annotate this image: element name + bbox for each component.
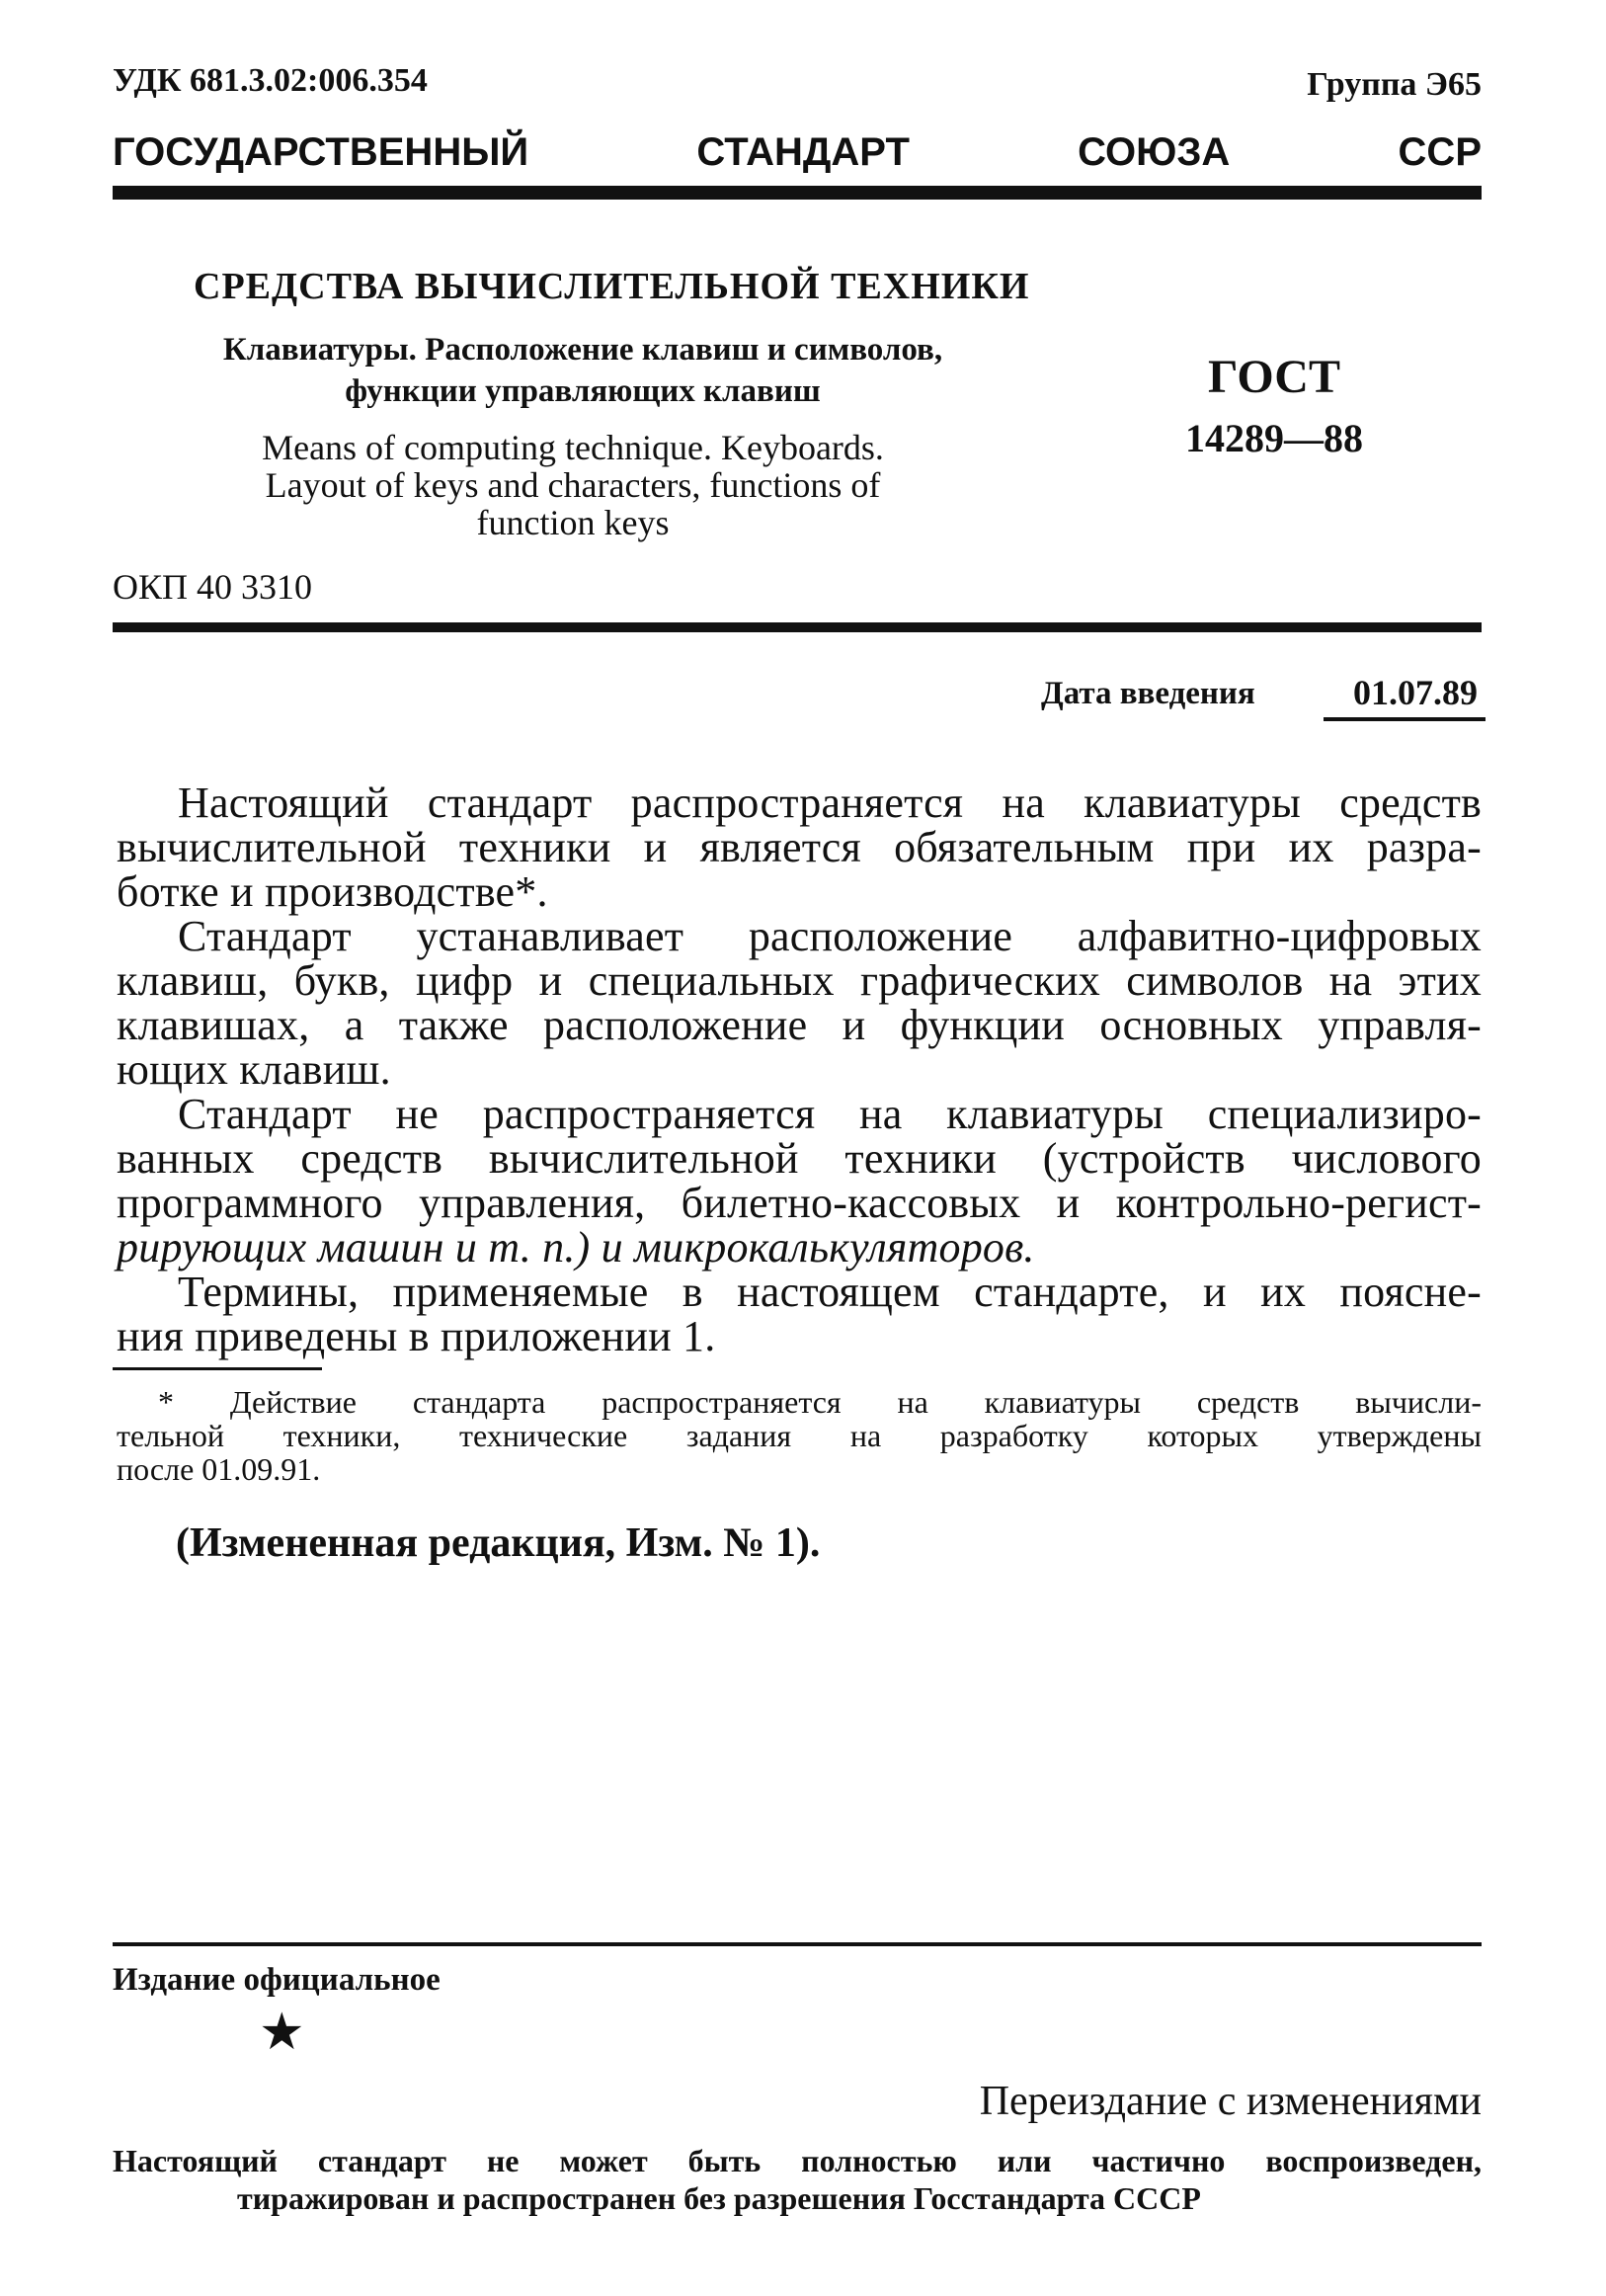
title-en-line3: function keys (476, 503, 670, 542)
title-en-line2: Layout of keys and characters, functions of (265, 465, 881, 505)
copyright-notice-line2: тиражирован и распространен без разрешения Госстандарта СССР (237, 2180, 1201, 2216)
paragraph-line: Стандарт не распространяется на клавиатуры специализиро- (178, 1090, 1482, 1138)
paragraph-line: ботке и производстве*. (117, 867, 548, 916)
paragraph-line: клавишах, а также расположение и функции основных управля- (117, 1001, 1482, 1049)
title-en-line1: Means of computing technique. Keyboards. (262, 428, 884, 467)
bottom-rule (113, 1942, 1482, 1946)
footnote-line: тельной техники, технические задания на разработку которых утверждены (117, 1418, 1482, 1453)
paragraph-line: вычислительной техники и является обязательным при их разра- (117, 823, 1482, 871)
state-standard-heading: ГОСУДАРСТВЕННЫЙ СТАНДАРТ СОЮЗА ССР (113, 130, 1482, 174)
paragraph-scope (117, 780, 1482, 914)
paragraph-line: Настоящий стандарт распространяется на клавиатуры средств (178, 779, 1482, 827)
footnote-separator (113, 1367, 322, 1370)
intro-date-value: 01.07.89 (1353, 673, 1478, 712)
paragraph-line: ния приведены в приложении 1. (117, 1312, 716, 1360)
okp-code: ОКП 40 3310 (113, 567, 313, 607)
title-thick-rule (113, 622, 1482, 632)
copyright-notice-line1: Настоящий стандарт не может быть полностью или частично воспроизведен, (113, 2143, 1482, 2178)
revision-note: (Измененная редакция, Изм. № 1). (176, 1520, 821, 1566)
paragraph-terms (117, 1270, 1482, 1358)
paragraph-line: клавиш, букв, цифр и специальных графических символов на этих (117, 956, 1482, 1005)
paragraph-line: Термины, применяемые в настоящем стандарте, и их поясне- (178, 1268, 1482, 1316)
paragraph-line: ющих клавиш. (117, 1045, 391, 1094)
intro-date-label: Дата введения (1041, 676, 1255, 711)
paragraph-line: ванных средств вычислительной техники (устройств числового (117, 1134, 1482, 1183)
udk-code: УДК 681.3.02:006.354 (113, 62, 428, 99)
reissue-note: Переиздание с изменениями (979, 2079, 1482, 2124)
footnote-line: после 01.09.91. (117, 1451, 321, 1487)
paragraph-establishes (117, 914, 1482, 1092)
paragraph-exclusions (117, 1092, 1482, 1270)
paragraph-line: Стандарт устанавливает расположение алфавитно-цифровых (178, 912, 1482, 960)
paragraph-line: рирующих машин и т. п.) и микрокалькуляторов. (117, 1223, 1035, 1271)
official-edition: Издание официальное (113, 1962, 441, 1998)
star-icon: ★ (259, 2005, 305, 2061)
paragraph-line: программного управления, билетно-кассовых и контрольно-регист- (117, 1179, 1482, 1227)
title-sub-line2: функции управляющих клавиш (345, 373, 821, 409)
gost-number: 14289—88 (1185, 416, 1363, 460)
footnote (117, 1385, 1482, 1486)
header-thick-rule (113, 186, 1482, 200)
group-code: Группа Э65 (1307, 66, 1482, 103)
gost-label: ГОСТ (1208, 351, 1340, 403)
title-sub-line1: Клавиатуры. Расположение клавиш и символов, (222, 332, 943, 368)
intro-date-underline (1324, 717, 1486, 721)
footnote-line: * Действие стандарта распространяется на клавиатуры средств вычисли- (158, 1384, 1482, 1420)
title-main: СРЕДСТВА ВЫЧИСЛИТЕЛЬНОЙ ТЕХНИКИ (194, 266, 1030, 307)
